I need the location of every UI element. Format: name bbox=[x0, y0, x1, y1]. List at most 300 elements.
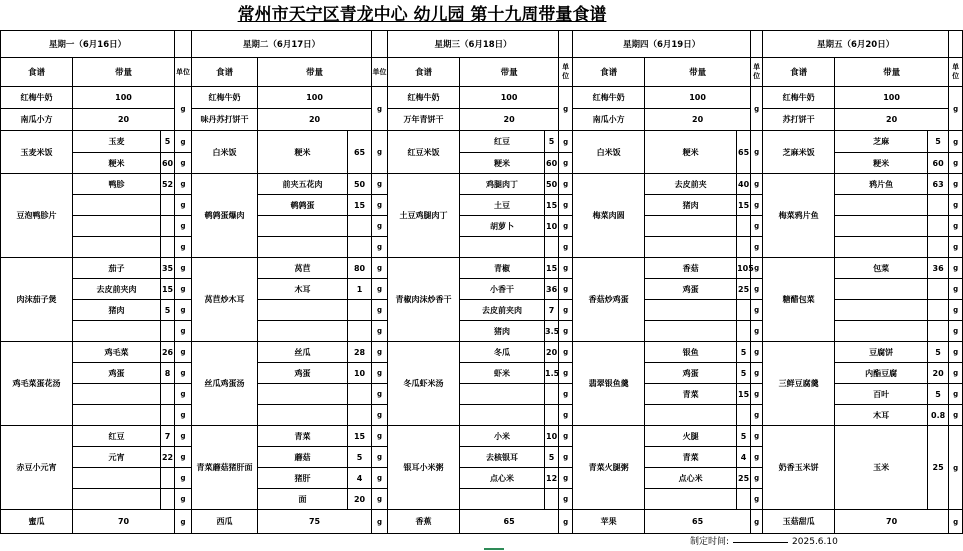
unit-col-label: 单位 bbox=[949, 58, 963, 87]
main-item-qty-thu: 40 bbox=[737, 174, 751, 195]
soup-dish-mon: 鸡毛菜蛋花汤 bbox=[1, 342, 73, 426]
soup-item-name-fri: 内酯豆腐 bbox=[835, 363, 928, 384]
unit-cell: g bbox=[372, 321, 388, 342]
side-item-qty-mon bbox=[161, 321, 175, 342]
side-item-qty-fri bbox=[928, 321, 949, 342]
main-dish-fri: 梅菜鸦片鱼 bbox=[763, 174, 835, 258]
unit-cell: g bbox=[372, 342, 388, 363]
snack-dish-fri: 苏打饼干 bbox=[763, 109, 835, 131]
side-item-name-wed: 青椒 bbox=[460, 258, 545, 279]
unit-cell: g bbox=[372, 384, 388, 405]
page-title: 常州市天宁区青龙中心 幼儿园 第十九周带量食谱 bbox=[237, 5, 607, 25]
staple-item-name-thu: 粳米 bbox=[645, 131, 737, 174]
unit-cell: g bbox=[751, 321, 763, 342]
main-item-name-fri: 鸦片鱼 bbox=[835, 174, 928, 195]
fruit-qty-mon: 70 bbox=[73, 510, 175, 534]
side-item-qty-fri bbox=[928, 279, 949, 300]
unit-cell: g bbox=[559, 405, 573, 426]
soup-dish-thu: 翡翠银鱼羹 bbox=[573, 342, 645, 426]
unit-cell: g bbox=[751, 384, 763, 405]
snack-dish-mon: 南瓜小方 bbox=[1, 109, 73, 131]
dessert-item-qty-tue: 20 bbox=[348, 489, 372, 510]
footer-date: 2025.6.10 bbox=[792, 537, 838, 547]
unit-cell: g bbox=[175, 363, 192, 384]
unit-cell: g bbox=[175, 237, 192, 258]
unit-cell: g bbox=[559, 510, 573, 534]
soup-item-name-fri: 木耳 bbox=[835, 405, 928, 426]
unit-cell: g bbox=[372, 489, 388, 510]
soup-item-name-thu bbox=[645, 405, 737, 426]
main-item-qty-fri bbox=[928, 216, 949, 237]
dessert-item-qty-thu: 5 bbox=[737, 426, 751, 447]
main-item-qty-wed bbox=[545, 237, 559, 258]
soup-item-qty-tue bbox=[348, 405, 372, 426]
unit-cell: g bbox=[559, 426, 573, 447]
dessert-item-qty-tue: 15 bbox=[348, 426, 372, 447]
milk-qty-thu: 100 bbox=[645, 87, 751, 109]
side-item-qty-mon: 15 bbox=[161, 279, 175, 300]
side-item-qty-thu: 105 bbox=[737, 258, 751, 279]
milk-dish-wed: 红梅牛奶 bbox=[388, 87, 460, 109]
fruit-qty-fri: 70 bbox=[835, 510, 949, 534]
main-item-qty-thu: 15 bbox=[737, 195, 751, 216]
soup-item-qty-tue: 10 bbox=[348, 363, 372, 384]
dessert-dish-wed: 银耳小米粥 bbox=[388, 426, 460, 510]
dessert-item-qty-thu: 25 bbox=[737, 468, 751, 489]
dish-col-label: 食谱 bbox=[192, 58, 258, 87]
soup-item-name-thu: 鸡蛋 bbox=[645, 363, 737, 384]
side-item-qty-tue: 1 bbox=[348, 279, 372, 300]
main-item-name-wed bbox=[460, 237, 545, 258]
unit-cell: g bbox=[175, 174, 192, 195]
soup-item-name-tue: 鸡蛋 bbox=[258, 363, 348, 384]
fruit-dish-wed: 香蕉 bbox=[388, 510, 460, 534]
main-item-name-mon: 鸭胗 bbox=[73, 174, 161, 195]
fruit-dish-tue: 西瓜 bbox=[192, 510, 258, 534]
day-header-tue: 星期二（6月17日） bbox=[192, 31, 372, 58]
soup-item-name-mon bbox=[73, 384, 161, 405]
side-dish-fri: 糖醋包菜 bbox=[763, 258, 835, 342]
qty-col-label: 带量 bbox=[73, 58, 175, 87]
main-item-qty-wed: 50 bbox=[545, 174, 559, 195]
dessert-item-name-thu bbox=[645, 489, 737, 510]
milk-dish-mon: 红梅牛奶 bbox=[1, 87, 73, 109]
menu-table bbox=[0, 30, 963, 534]
day-header-mon: 星期一（6月16日） bbox=[1, 31, 175, 58]
dessert-item-qty-wed: 12 bbox=[545, 468, 559, 489]
dessert-item-qty-fri: 25 bbox=[928, 426, 949, 510]
side-item-qty-tue bbox=[348, 300, 372, 321]
unit-cell: g bbox=[372, 426, 388, 447]
fruit-dish-thu: 苹果 bbox=[573, 510, 645, 534]
unit-cell: g bbox=[751, 468, 763, 489]
dessert-item-name-tue: 蘑菇 bbox=[258, 447, 348, 468]
side-item-name-mon bbox=[73, 321, 161, 342]
unit-cell: g bbox=[751, 237, 763, 258]
unit-cell: g bbox=[559, 468, 573, 489]
staple-item-qty-mon: 5 bbox=[161, 131, 175, 153]
soup-item-name-mon: 鸡毛菜 bbox=[73, 342, 161, 363]
dessert-item-qty-tue: 4 bbox=[348, 468, 372, 489]
dish-col-label: 食谱 bbox=[763, 58, 835, 87]
unit-cell: g bbox=[175, 384, 192, 405]
dessert-dish-tue: 青菜蘑菇猪肝面 bbox=[192, 426, 258, 510]
snack-qty-mon: 20 bbox=[73, 109, 175, 131]
side-dish-wed: 青椒肉沫炒香干 bbox=[388, 258, 460, 342]
unit-cell: g bbox=[559, 195, 573, 216]
unit-milk-wed: g bbox=[559, 87, 573, 131]
unit-cell: g bbox=[372, 258, 388, 279]
staple-item-name-wed: 粳米 bbox=[460, 153, 545, 174]
main-dish-mon: 豆泡鸭胗片 bbox=[1, 174, 73, 258]
soup-item-name-tue bbox=[258, 405, 348, 426]
main-item-name-fri bbox=[835, 237, 928, 258]
day-header-thu: 星期四（6月19日） bbox=[573, 31, 751, 58]
unit-cell: g bbox=[175, 195, 192, 216]
snack-qty-tue: 20 bbox=[258, 109, 372, 131]
dish-col-label: 食谱 bbox=[1, 58, 73, 87]
side-item-qty-tue: 80 bbox=[348, 258, 372, 279]
soup-item-qty-wed: 1.5 bbox=[545, 363, 559, 384]
dessert-item-qty-tue: 5 bbox=[348, 447, 372, 468]
side-item-name-tue bbox=[258, 300, 348, 321]
milk-qty-mon: 100 bbox=[73, 87, 175, 109]
side-item-name-wed: 小香干 bbox=[460, 279, 545, 300]
unit-cell: g bbox=[751, 426, 763, 447]
unit-cell: g bbox=[559, 258, 573, 279]
unit-col-label: 单位 bbox=[559, 58, 573, 87]
dish-col-label: 食谱 bbox=[388, 58, 460, 87]
staple-dish-thu: 白米饭 bbox=[573, 131, 645, 174]
soup-item-name-thu: 银鱼 bbox=[645, 342, 737, 363]
soup-item-qty-tue: 28 bbox=[348, 342, 372, 363]
main-item-qty-tue: 50 bbox=[348, 174, 372, 195]
unit-cell: g bbox=[559, 131, 573, 153]
dessert-item-name-wed: 小米 bbox=[460, 426, 545, 447]
unit-cell: g bbox=[949, 237, 963, 258]
main-item-name-tue bbox=[258, 237, 348, 258]
soup-item-qty-fri: 20 bbox=[928, 363, 949, 384]
main-item-qty-tue bbox=[348, 237, 372, 258]
day-header-gap-mon bbox=[175, 31, 192, 58]
unit-cell: g bbox=[175, 510, 192, 534]
main-item-qty-tue: 15 bbox=[348, 195, 372, 216]
side-item-qty-thu bbox=[737, 321, 751, 342]
fruit-qty-thu: 65 bbox=[645, 510, 751, 534]
dessert-dish-thu: 青菜火腿粥 bbox=[573, 426, 645, 510]
dessert-item-name-mon: 元宵 bbox=[73, 447, 161, 468]
dessert-item-name-mon: 红豆 bbox=[73, 426, 161, 447]
snack-qty-fri: 20 bbox=[835, 109, 949, 131]
side-item-name-tue bbox=[258, 321, 348, 342]
side-dish-mon: 肉沫茄子煲 bbox=[1, 258, 73, 342]
main-item-name-fri bbox=[835, 216, 928, 237]
unit-cell: g bbox=[559, 279, 573, 300]
dessert-item-qty-thu: 4 bbox=[737, 447, 751, 468]
soup-item-qty-mon bbox=[161, 405, 175, 426]
side-item-qty-wed: 15 bbox=[545, 258, 559, 279]
unit-cell: g bbox=[949, 279, 963, 300]
main-item-qty-wed: 15 bbox=[545, 195, 559, 216]
main-item-name-mon bbox=[73, 216, 161, 237]
soup-item-name-wed bbox=[460, 384, 545, 405]
side-item-name-thu bbox=[645, 321, 737, 342]
unit-col-label: 单位 bbox=[751, 58, 763, 87]
side-dish-tue: 莴苣炒木耳 bbox=[192, 258, 258, 342]
unit-cell: g bbox=[372, 237, 388, 258]
unit-cell: g bbox=[372, 447, 388, 468]
dessert-item-name-mon bbox=[73, 468, 161, 489]
dessert-item-qty-mon bbox=[161, 489, 175, 510]
unit-cell: g bbox=[949, 258, 963, 279]
soup-item-name-mon: 鸡蛋 bbox=[73, 363, 161, 384]
soup-item-qty-wed bbox=[545, 384, 559, 405]
main-item-name-mon bbox=[73, 195, 161, 216]
main-item-qty-fri bbox=[928, 195, 949, 216]
soup-item-qty-mon: 8 bbox=[161, 363, 175, 384]
staple-item-qty-thu: 65 bbox=[737, 131, 751, 174]
main-item-qty-tue bbox=[348, 216, 372, 237]
unit-cell: g bbox=[559, 321, 573, 342]
milk-qty-fri: 100 bbox=[835, 87, 949, 109]
soup-item-name-tue: 丝瓜 bbox=[258, 342, 348, 363]
unit-cell: g bbox=[559, 342, 573, 363]
fruit-dish-fri: 玉菇甜瓜 bbox=[763, 510, 835, 534]
unit-cell: g bbox=[751, 131, 763, 174]
unit-cell: g bbox=[175, 426, 192, 447]
dessert-item-name-thu: 青菜 bbox=[645, 447, 737, 468]
soup-item-name-mon bbox=[73, 405, 161, 426]
unit-cell: g bbox=[372, 279, 388, 300]
side-item-qty-thu bbox=[737, 300, 751, 321]
unit-milk-tue: g bbox=[372, 87, 388, 131]
unit-cell: g bbox=[175, 279, 192, 300]
main-item-name-thu: 猪肉 bbox=[645, 195, 737, 216]
dessert-item-name-fri: 玉米 bbox=[835, 426, 928, 510]
dessert-item-qty-mon: 7 bbox=[161, 426, 175, 447]
unit-col-label: 单位 bbox=[372, 58, 388, 87]
staple-item-name-fri: 芝麻 bbox=[835, 131, 928, 153]
dessert-item-qty-mon: 22 bbox=[161, 447, 175, 468]
dessert-item-name-wed: 点心米 bbox=[460, 468, 545, 489]
staple-item-qty-wed: 5 bbox=[545, 131, 559, 153]
dessert-item-name-tue: 猪肝 bbox=[258, 468, 348, 489]
dessert-item-name-thu: 点心米 bbox=[645, 468, 737, 489]
unit-cell: g bbox=[175, 489, 192, 510]
unit-cell: g bbox=[751, 216, 763, 237]
side-item-name-fri: 包菜 bbox=[835, 258, 928, 279]
unit-cell: g bbox=[751, 447, 763, 468]
soup-dish-tue: 丝瓜鸡蛋汤 bbox=[192, 342, 258, 426]
milk-dish-fri: 红梅牛奶 bbox=[763, 87, 835, 109]
dessert-item-name-wed bbox=[460, 489, 545, 510]
unit-cell: g bbox=[175, 258, 192, 279]
staple-item-name-tue: 粳米 bbox=[258, 131, 348, 174]
main-item-qty-thu bbox=[737, 237, 751, 258]
dessert-dish-fri: 奶香玉米饼 bbox=[763, 426, 835, 510]
unit-cell: g bbox=[559, 489, 573, 510]
main-item-qty-fri bbox=[928, 237, 949, 258]
staple-dish-mon: 玉麦米饭 bbox=[1, 131, 73, 174]
milk-qty-wed: 100 bbox=[460, 87, 559, 109]
main-dish-tue: 鹌鹑蛋爆肉 bbox=[192, 174, 258, 258]
main-item-name-tue: 前夹五花肉 bbox=[258, 174, 348, 195]
side-item-name-thu: 鸡蛋 bbox=[645, 279, 737, 300]
dessert-dish-mon: 赤豆小元宵 bbox=[1, 426, 73, 510]
snack-dish-thu: 南瓜小方 bbox=[573, 109, 645, 131]
soup-item-qty-wed bbox=[545, 405, 559, 426]
qty-col-label: 带量 bbox=[258, 58, 372, 87]
main-item-qty-mon bbox=[161, 216, 175, 237]
soup-item-qty-mon: 26 bbox=[161, 342, 175, 363]
qty-col-label: 带量 bbox=[645, 58, 751, 87]
unit-milk-mon: g bbox=[175, 87, 192, 131]
unit-cell: g bbox=[949, 153, 963, 174]
soup-item-qty-fri: 5 bbox=[928, 384, 949, 405]
snack-qty-thu: 20 bbox=[645, 109, 751, 131]
unit-cell: g bbox=[559, 237, 573, 258]
soup-item-qty-wed: 20 bbox=[545, 342, 559, 363]
unit-cell: g bbox=[751, 174, 763, 195]
day-header-gap-tue bbox=[372, 31, 388, 58]
dessert-item-qty-wed: 5 bbox=[545, 447, 559, 468]
staple-item-name-mon: 玉麦 bbox=[73, 131, 161, 153]
main-item-qty-mon bbox=[161, 237, 175, 258]
unit-cell: g bbox=[175, 153, 192, 174]
unit-cell: g bbox=[559, 300, 573, 321]
side-item-qty-fri bbox=[928, 300, 949, 321]
unit-cell: g bbox=[949, 342, 963, 363]
unit-cell: g bbox=[949, 510, 963, 534]
staple-item-qty-mon: 60 bbox=[161, 153, 175, 174]
soup-item-name-wed bbox=[460, 405, 545, 426]
side-item-qty-mon: 5 bbox=[161, 300, 175, 321]
side-item-name-fri bbox=[835, 279, 928, 300]
staple-item-name-fri: 粳米 bbox=[835, 153, 928, 174]
main-item-name-tue: 鹌鹑蛋 bbox=[258, 195, 348, 216]
soup-item-qty-fri: 5 bbox=[928, 342, 949, 363]
unit-col-label: 单位 bbox=[175, 58, 192, 87]
milk-qty-tue: 100 bbox=[258, 87, 372, 109]
qty-col-label: 带量 bbox=[460, 58, 559, 87]
main-item-name-wed: 土豆 bbox=[460, 195, 545, 216]
unit-cell: g bbox=[559, 174, 573, 195]
unit-cell: g bbox=[751, 342, 763, 363]
unit-cell: g bbox=[949, 405, 963, 426]
unit-cell: g bbox=[175, 342, 192, 363]
unit-cell: g bbox=[175, 216, 192, 237]
unit-cell: g bbox=[751, 279, 763, 300]
unit-cell: g bbox=[372, 510, 388, 534]
soup-item-qty-thu: 5 bbox=[737, 342, 751, 363]
soup-item-qty-thu bbox=[737, 405, 751, 426]
side-item-name-thu bbox=[645, 300, 737, 321]
unit-cell: g bbox=[751, 510, 763, 534]
main-dish-wed: 土豆鸡腿肉丁 bbox=[388, 174, 460, 258]
unit-cell: g bbox=[175, 405, 192, 426]
staple-item-qty-fri: 60 bbox=[928, 153, 949, 174]
milk-dish-tue: 红梅牛奶 bbox=[192, 87, 258, 109]
soup-item-name-thu: 青菜 bbox=[645, 384, 737, 405]
snack-dish-wed: 万年青饼干 bbox=[388, 109, 460, 131]
main-item-name-wed: 胡萝卜 bbox=[460, 216, 545, 237]
side-item-qty-thu: 25 bbox=[737, 279, 751, 300]
day-header-gap-fri bbox=[949, 31, 963, 58]
unit-cell: g bbox=[175, 447, 192, 468]
main-item-qty-fri: 63 bbox=[928, 174, 949, 195]
main-item-name-tue bbox=[258, 216, 348, 237]
unit-cell: g bbox=[751, 489, 763, 510]
green-mark bbox=[484, 548, 504, 550]
unit-cell: g bbox=[949, 216, 963, 237]
footer-underline bbox=[733, 541, 788, 543]
soup-item-name-tue bbox=[258, 384, 348, 405]
staple-item-qty-tue: 65 bbox=[348, 131, 372, 174]
side-item-name-mon: 茄子 bbox=[73, 258, 161, 279]
side-item-name-tue: 莴苣 bbox=[258, 258, 348, 279]
dessert-item-name-tue: 面 bbox=[258, 489, 348, 510]
unit-cell: g bbox=[949, 195, 963, 216]
side-item-qty-tue bbox=[348, 321, 372, 342]
unit-cell: g bbox=[949, 384, 963, 405]
main-item-qty-mon: 52 bbox=[161, 174, 175, 195]
soup-dish-wed: 冬瓜虾米汤 bbox=[388, 342, 460, 426]
snack-dish-tue: 味丹苏打饼干 bbox=[192, 109, 258, 131]
day-header-gap-wed bbox=[559, 31, 573, 58]
unit-cell: g bbox=[372, 195, 388, 216]
main-item-name-thu bbox=[645, 237, 737, 258]
unit-cell: g bbox=[751, 195, 763, 216]
dish-col-label: 食谱 bbox=[573, 58, 645, 87]
soup-dish-fri: 三鲜豆腐羹 bbox=[763, 342, 835, 426]
dessert-item-name-mon bbox=[73, 489, 161, 510]
unit-cell: g bbox=[949, 174, 963, 195]
unit-cell: g bbox=[175, 300, 192, 321]
unit-cell: g bbox=[372, 216, 388, 237]
fruit-dish-mon: 蜜瓜 bbox=[1, 510, 73, 534]
soup-item-qty-thu: 5 bbox=[737, 363, 751, 384]
side-item-qty-wed: 3.5 bbox=[545, 321, 559, 342]
unit-cell: g bbox=[949, 426, 963, 510]
main-item-qty-mon bbox=[161, 195, 175, 216]
unit-cell: g bbox=[949, 300, 963, 321]
unit-cell: g bbox=[175, 131, 192, 153]
unit-cell: g bbox=[559, 447, 573, 468]
side-item-name-tue: 木耳 bbox=[258, 279, 348, 300]
unit-cell: g bbox=[175, 321, 192, 342]
unit-cell: g bbox=[751, 363, 763, 384]
main-item-name-mon bbox=[73, 237, 161, 258]
side-item-qty-fri: 36 bbox=[928, 258, 949, 279]
dessert-item-name-tue: 青菜 bbox=[258, 426, 348, 447]
soup-item-name-wed: 冬瓜 bbox=[460, 342, 545, 363]
staple-dish-fri: 芝麻米饭 bbox=[763, 131, 835, 174]
side-item-qty-wed: 7 bbox=[545, 300, 559, 321]
main-item-qty-wed: 10 bbox=[545, 216, 559, 237]
day-header-wed: 星期三（6月18日） bbox=[388, 31, 559, 58]
side-item-name-thu: 香菇 bbox=[645, 258, 737, 279]
soup-item-qty-fri: 0.8 bbox=[928, 405, 949, 426]
unit-cell: g bbox=[372, 131, 388, 174]
milk-dish-thu: 红梅牛奶 bbox=[573, 87, 645, 109]
side-item-name-mon: 猪肉 bbox=[73, 300, 161, 321]
unit-cell: g bbox=[372, 174, 388, 195]
day-header-gap-thu bbox=[751, 31, 763, 58]
staple-dish-tue: 白米饭 bbox=[192, 131, 258, 174]
unit-cell: g bbox=[949, 131, 963, 153]
soup-item-name-fri: 豆腐饼 bbox=[835, 342, 928, 363]
dessert-item-qty-wed: 10 bbox=[545, 426, 559, 447]
